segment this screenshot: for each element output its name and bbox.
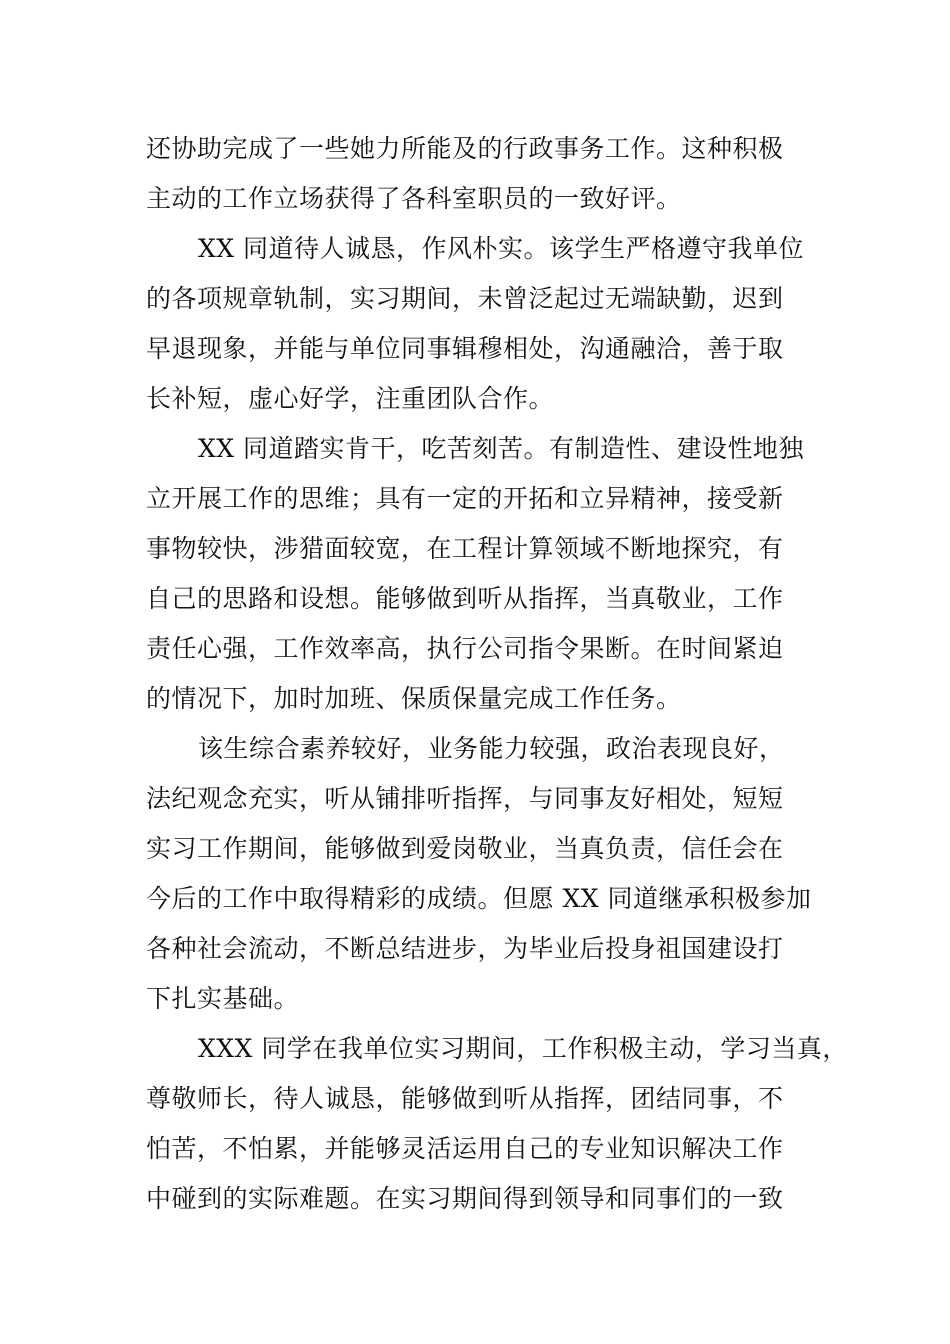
text-line: 中碰到的实际难题。在实习期间得到领导和同事们的一致 [146,1184,784,1213]
text-line: 下扎实基础。 [146,984,300,1013]
text-line: 早退现象，并能与单位同事辑穆相处，沟通融洽，善于取 [146,334,784,363]
text-line: 尊敬师长，待人诚恳，能够做到听从指挥，团结同事，不 [146,1084,784,1113]
text-line: 法纪观念充实，听从铺排听指挥，与同事友好相处，短短 [146,784,784,813]
paragraph-start-line: 该生综合素养较好，业务能力较强，政治表现良好， [198,734,785,763]
text-line: 的情况下，加时加班、保质保量完成工作任务。 [146,684,682,713]
text-line: 自己的思路和设想。能够做到听从指挥，当真敬业，工作 [146,584,784,613]
text-line: 今后的工作中取得精彩的成绩。但愿 XX 同道继承积极参加 [146,884,812,913]
text-line: 实习工作期间，能够做到爱岗敬业，当真负责，信任会在 [146,834,784,863]
text-line: 怕苦，不怕累，并能够灵活运用自己的专业知识解决工作 [146,1134,784,1163]
text-line: 主动的工作立场获得了各科室职员的一致好评。 [146,184,682,213]
text-line: 各种社会流动，不断总结进步，为毕业后投身祖国建设打 [146,934,784,963]
paragraph-start-line: XX 同道待人诚恳，作风朴实。该学生严格遵守我单位 [198,234,805,263]
paragraph-start-line: XX 同道踏实肯干，吃苦刻苦。有制造性、建设性地独 [198,434,805,463]
text-line: 还协助完成了一些她力所能及的行政事务工作。这种积极 [146,134,784,163]
text-line: 立开展工作的思维；具有一定的开拓和立异精神，接受新 [146,484,784,513]
text-line: 的各项规章轨制，实习期间，未曾泛起过无端缺勤，迟到 [146,284,784,313]
text-line: 长补短，虚心好学，注重团队合作。 [146,384,555,413]
text-line: 责任心强，工作效率高，执行公司指令果断。在时间紧迫 [146,634,784,663]
paragraph-start-line: XXX 同学在我单位实习期间，工作积极主动，学习当真， [198,1034,848,1063]
text-line: 事物较快，涉猎面较宽，在工程计算领域不断地探究，有 [146,534,784,563]
